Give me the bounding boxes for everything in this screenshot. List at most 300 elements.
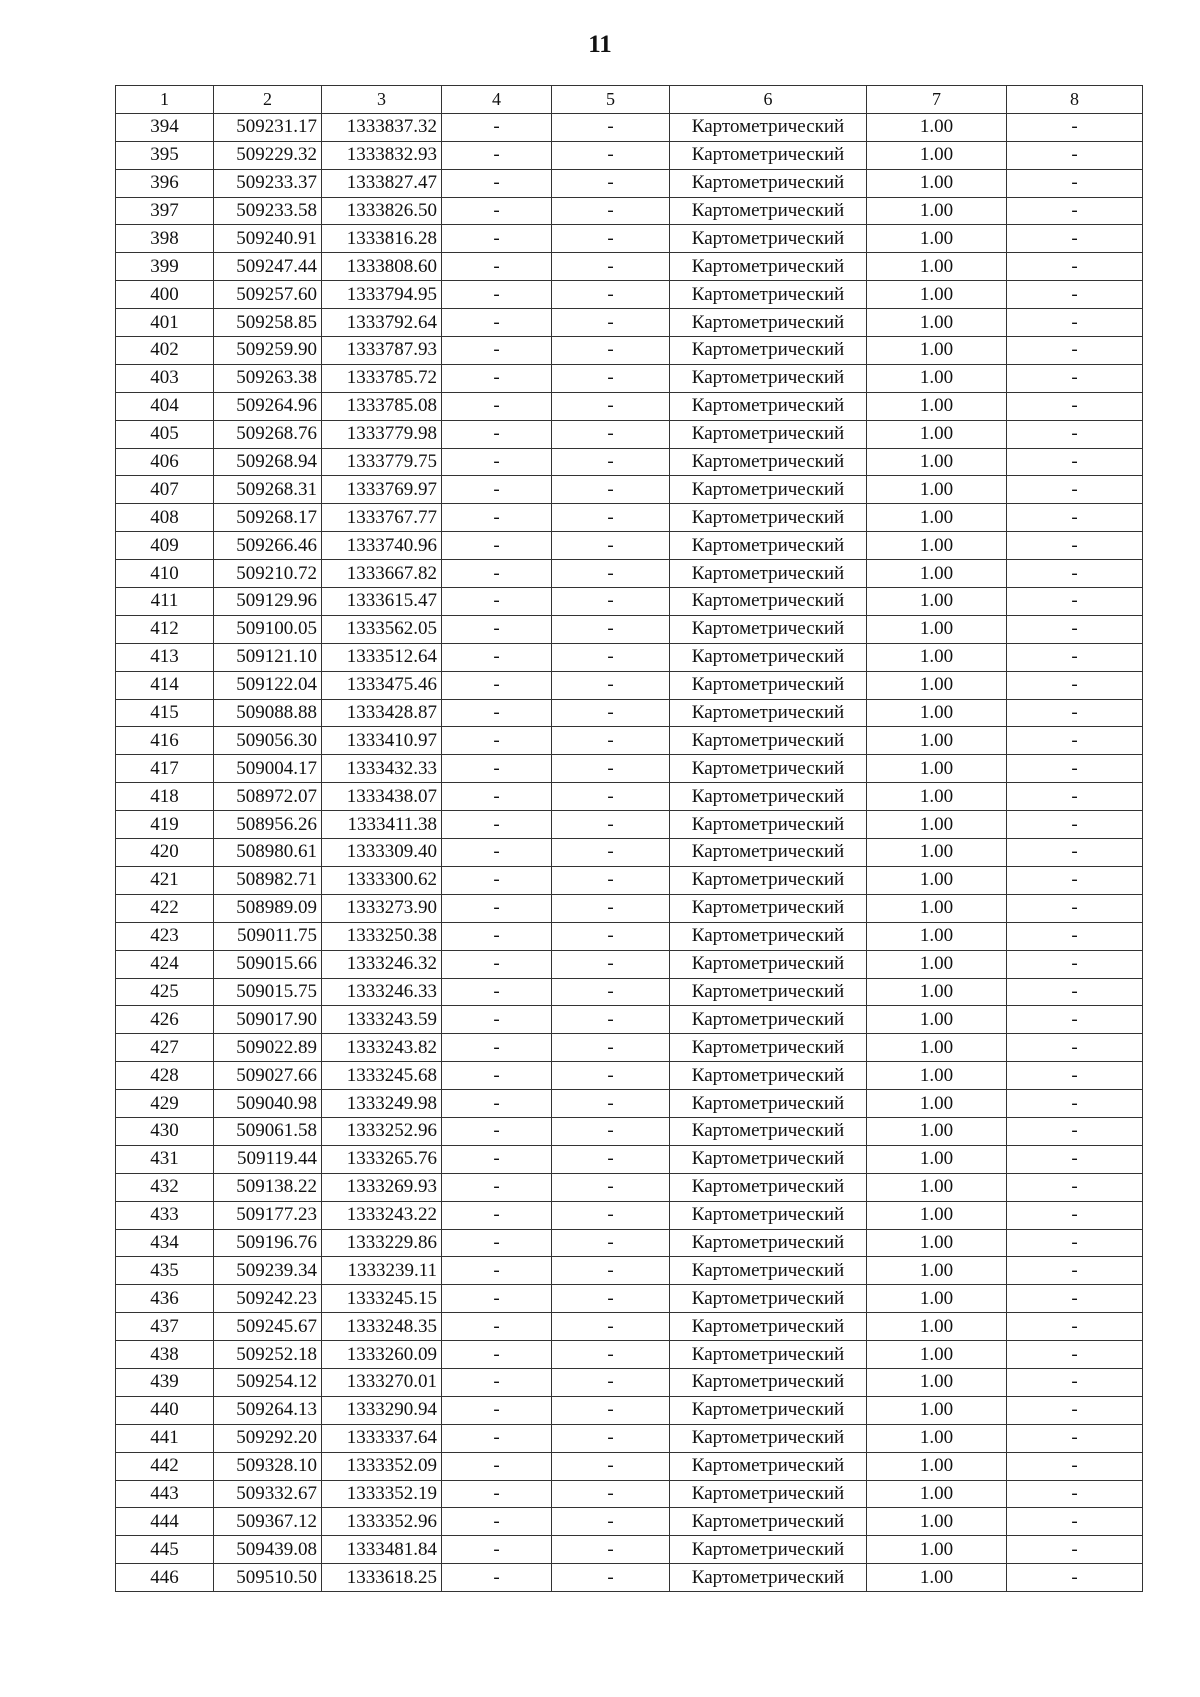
y-coordinate-cell: 1333245.68 <box>322 1062 442 1090</box>
method-cell: Картометрический <box>670 1257 867 1285</box>
column-4-cell: - <box>442 448 552 476</box>
method-cell: Картометрический <box>670 1034 867 1062</box>
column-8-cell: - <box>1007 811 1143 839</box>
column-5-cell: - <box>552 225 670 253</box>
method-cell: Картометрический <box>670 922 867 950</box>
y-coordinate-cell: 1333779.75 <box>322 448 442 476</box>
accuracy-cell: 1.00 <box>867 1368 1007 1396</box>
column-4-cell: - <box>442 1257 552 1285</box>
point-number-cell: 414 <box>116 671 214 699</box>
y-coordinate-cell: 1333290.94 <box>322 1396 442 1424</box>
method-cell: Картометрический <box>670 169 867 197</box>
table-row <box>116 950 1143 978</box>
column-8-cell: - <box>1007 615 1143 643</box>
x-coordinate-cell: 509017.90 <box>214 1006 322 1034</box>
column-5-cell: - <box>552 1452 670 1480</box>
column-8-cell: - <box>1007 364 1143 392</box>
column-4-cell: - <box>442 922 552 950</box>
accuracy-cell: 1.00 <box>867 364 1007 392</box>
y-coordinate-cell: 1333352.19 <box>322 1480 442 1508</box>
accuracy-cell: 1.00 <box>867 1452 1007 1480</box>
point-number-cell: 410 <box>116 560 214 588</box>
y-coordinate-cell: 1333245.15 <box>322 1285 442 1313</box>
y-coordinate-cell: 1333816.28 <box>322 225 442 253</box>
method-cell: Картометрический <box>670 727 867 755</box>
column-header: 1 <box>116 86 214 114</box>
column-header: 4 <box>442 86 552 114</box>
x-coordinate-cell: 509210.72 <box>214 560 322 588</box>
table-row <box>116 643 1143 671</box>
column-4-cell: - <box>442 113 552 141</box>
accuracy-cell: 1.00 <box>867 225 1007 253</box>
method-cell: Картометрический <box>670 1117 867 1145</box>
point-number-cell: 397 <box>116 197 214 225</box>
table-row <box>116 839 1143 867</box>
column-8-cell: - <box>1007 560 1143 588</box>
point-number-cell: 422 <box>116 894 214 922</box>
column-4-cell: - <box>442 169 552 197</box>
x-coordinate-cell: 509129.96 <box>214 588 322 616</box>
method-cell: Картометрический <box>670 783 867 811</box>
y-coordinate-cell: 1333243.22 <box>322 1201 442 1229</box>
column-8-cell: - <box>1007 392 1143 420</box>
x-coordinate-cell: 509231.17 <box>214 113 322 141</box>
x-coordinate-cell: 509332.67 <box>214 1480 322 1508</box>
method-cell: Картометрический <box>670 1062 867 1090</box>
column-5-cell: - <box>552 1117 670 1145</box>
table-row <box>116 141 1143 169</box>
column-5-cell: - <box>552 643 670 671</box>
point-number-cell: 424 <box>116 950 214 978</box>
y-coordinate-cell: 1333792.64 <box>322 309 442 337</box>
x-coordinate-cell: 509254.12 <box>214 1368 322 1396</box>
column-4-cell: - <box>442 643 552 671</box>
point-number-cell: 408 <box>116 504 214 532</box>
x-coordinate-cell: 509258.85 <box>214 309 322 337</box>
column-4-cell: - <box>442 476 552 504</box>
column-4-cell: - <box>442 560 552 588</box>
method-cell: Картометрический <box>670 197 867 225</box>
method-cell: Картометрический <box>670 1173 867 1201</box>
column-8-cell: - <box>1007 866 1143 894</box>
column-5-cell: - <box>552 1480 670 1508</box>
table-row <box>116 1090 1143 1118</box>
method-cell: Картометрический <box>670 337 867 365</box>
column-8-cell: - <box>1007 588 1143 616</box>
column-8-cell: - <box>1007 1257 1143 1285</box>
column-4-cell: - <box>442 1396 552 1424</box>
column-4-cell: - <box>442 615 552 643</box>
accuracy-cell: 1.00 <box>867 1396 1007 1424</box>
column-5-cell: - <box>552 1145 670 1173</box>
column-4-cell: - <box>442 1424 552 1452</box>
method-cell: Картометрический <box>670 1508 867 1536</box>
y-coordinate-cell: 1333246.32 <box>322 950 442 978</box>
column-4-cell: - <box>442 727 552 755</box>
accuracy-cell: 1.00 <box>867 504 1007 532</box>
column-4-cell: - <box>442 1090 552 1118</box>
column-5-cell: - <box>552 1257 670 1285</box>
y-coordinate-cell: 1333309.40 <box>322 839 442 867</box>
point-number-cell: 430 <box>116 1117 214 1145</box>
x-coordinate-cell: 508989.09 <box>214 894 322 922</box>
x-coordinate-cell: 509242.23 <box>214 1285 322 1313</box>
point-number-cell: 423 <box>116 922 214 950</box>
y-coordinate-cell: 1333740.96 <box>322 532 442 560</box>
point-number-cell: 428 <box>116 1062 214 1090</box>
column-4-cell: - <box>442 588 552 616</box>
point-number-cell: 438 <box>116 1341 214 1369</box>
x-coordinate-cell: 509239.34 <box>214 1257 322 1285</box>
accuracy-cell: 1.00 <box>867 1201 1007 1229</box>
method-cell: Картометрический <box>670 950 867 978</box>
x-coordinate-cell: 509439.08 <box>214 1536 322 1564</box>
column-4-cell: - <box>442 1145 552 1173</box>
point-number-cell: 406 <box>116 448 214 476</box>
point-number-cell: 429 <box>116 1090 214 1118</box>
x-coordinate-cell: 509247.44 <box>214 253 322 281</box>
table-row <box>116 1229 1143 1257</box>
point-number-cell: 441 <box>116 1424 214 1452</box>
accuracy-cell: 1.00 <box>867 894 1007 922</box>
column-8-cell: - <box>1007 1368 1143 1396</box>
accuracy-cell: 1.00 <box>867 197 1007 225</box>
accuracy-cell: 1.00 <box>867 1313 1007 1341</box>
column-8-cell: - <box>1007 141 1143 169</box>
accuracy-cell: 1.00 <box>867 922 1007 950</box>
point-number-cell: 436 <box>116 1285 214 1313</box>
coordinates-table <box>115 85 1143 1592</box>
method-cell: Картометрический <box>670 532 867 560</box>
column-4-cell: - <box>442 755 552 783</box>
point-number-cell: 421 <box>116 866 214 894</box>
column-5-cell: - <box>552 309 670 337</box>
table-row <box>116 1173 1143 1201</box>
table-row <box>116 922 1143 950</box>
point-number-cell: 400 <box>116 281 214 309</box>
method-cell: Картометрический <box>670 1480 867 1508</box>
column-8-cell: - <box>1007 1201 1143 1229</box>
method-cell: Картометрический <box>670 894 867 922</box>
y-coordinate-cell: 1333438.07 <box>322 783 442 811</box>
column-4-cell: - <box>442 1006 552 1034</box>
column-4-cell: - <box>442 532 552 560</box>
table-row <box>116 978 1143 1006</box>
table-row <box>116 588 1143 616</box>
table-row <box>116 755 1143 783</box>
column-5-cell: - <box>552 1229 670 1257</box>
table-row <box>116 1480 1143 1508</box>
point-number-cell: 407 <box>116 476 214 504</box>
x-coordinate-cell: 509196.76 <box>214 1229 322 1257</box>
y-coordinate-cell: 1333787.93 <box>322 337 442 365</box>
point-number-cell: 418 <box>116 783 214 811</box>
method-cell: Картометрический <box>670 866 867 894</box>
column-8-cell: - <box>1007 1229 1143 1257</box>
table-header-row <box>116 86 1143 114</box>
column-8-cell: - <box>1007 1341 1143 1369</box>
column-8-cell: - <box>1007 727 1143 755</box>
table-row <box>116 1201 1143 1229</box>
y-coordinate-cell: 1333432.33 <box>322 755 442 783</box>
column-4-cell: - <box>442 1034 552 1062</box>
y-coordinate-cell: 1333767.77 <box>322 504 442 532</box>
column-5-cell: - <box>552 1424 670 1452</box>
accuracy-cell: 1.00 <box>867 1257 1007 1285</box>
accuracy-cell: 1.00 <box>867 169 1007 197</box>
point-number-cell: 399 <box>116 253 214 281</box>
column-4-cell: - <box>442 699 552 727</box>
accuracy-cell: 1.00 <box>867 392 1007 420</box>
y-coordinate-cell: 1333481.84 <box>322 1536 442 1564</box>
table-row <box>116 1424 1143 1452</box>
column-5-cell: - <box>552 1508 670 1536</box>
accuracy-cell: 1.00 <box>867 1508 1007 1536</box>
x-coordinate-cell: 509119.44 <box>214 1145 322 1173</box>
column-5-cell: - <box>552 1536 670 1564</box>
point-number-cell: 446 <box>116 1564 214 1592</box>
column-5-cell: - <box>552 671 670 699</box>
column-8-cell: - <box>1007 113 1143 141</box>
column-8-cell: - <box>1007 1034 1143 1062</box>
table-row <box>116 1062 1143 1090</box>
accuracy-cell: 1.00 <box>867 420 1007 448</box>
accuracy-cell: 1.00 <box>867 1285 1007 1313</box>
column-header: 3 <box>322 86 442 114</box>
x-coordinate-cell: 509015.66 <box>214 950 322 978</box>
method-cell: Картометрический <box>670 113 867 141</box>
method-cell: Картометрический <box>670 504 867 532</box>
x-coordinate-cell: 509011.75 <box>214 922 322 950</box>
x-coordinate-cell: 509257.60 <box>214 281 322 309</box>
table-row <box>116 364 1143 392</box>
y-coordinate-cell: 1333249.98 <box>322 1090 442 1118</box>
y-coordinate-cell: 1333428.87 <box>322 699 442 727</box>
x-coordinate-cell: 509292.20 <box>214 1424 322 1452</box>
accuracy-cell: 1.00 <box>867 588 1007 616</box>
column-8-cell: - <box>1007 420 1143 448</box>
column-header: 8 <box>1007 86 1143 114</box>
column-5-cell: - <box>552 1062 670 1090</box>
x-coordinate-cell: 509015.75 <box>214 978 322 1006</box>
point-number-cell: 409 <box>116 532 214 560</box>
column-4-cell: - <box>442 811 552 839</box>
page-number: 11 <box>588 31 612 58</box>
y-coordinate-cell: 1333826.50 <box>322 197 442 225</box>
x-coordinate-cell: 509177.23 <box>214 1201 322 1229</box>
x-coordinate-cell: 509100.05 <box>214 615 322 643</box>
x-coordinate-cell: 509259.90 <box>214 337 322 365</box>
method-cell: Картометрический <box>670 392 867 420</box>
method-cell: Картометрический <box>670 1396 867 1424</box>
accuracy-cell: 1.00 <box>867 783 1007 811</box>
column-4-cell: - <box>442 1508 552 1536</box>
column-4-cell: - <box>442 1229 552 1257</box>
table-row <box>116 1341 1143 1369</box>
method-cell: Картометрический <box>670 1313 867 1341</box>
column-8-cell: - <box>1007 922 1143 950</box>
column-4-cell: - <box>442 950 552 978</box>
accuracy-cell: 1.00 <box>867 476 1007 504</box>
point-number-cell: 431 <box>116 1145 214 1173</box>
column-8-cell: - <box>1007 894 1143 922</box>
y-coordinate-cell: 1333832.93 <box>322 141 442 169</box>
column-5-cell: - <box>552 755 670 783</box>
column-4-cell: - <box>442 1564 552 1592</box>
column-5-cell: - <box>552 1285 670 1313</box>
accuracy-cell: 1.00 <box>867 866 1007 894</box>
method-cell: Картометрический <box>670 420 867 448</box>
table-row <box>116 1536 1143 1564</box>
method-cell: Картометрический <box>670 643 867 671</box>
column-5-cell: - <box>552 811 670 839</box>
column-5-cell: - <box>552 504 670 532</box>
x-coordinate-cell: 509061.58 <box>214 1117 322 1145</box>
column-8-cell: - <box>1007 671 1143 699</box>
accuracy-cell: 1.00 <box>867 448 1007 476</box>
column-header: 2 <box>214 86 322 114</box>
y-coordinate-cell: 1333827.47 <box>322 169 442 197</box>
point-number-cell: 427 <box>116 1034 214 1062</box>
table-row <box>116 811 1143 839</box>
method-cell: Картометрический <box>670 141 867 169</box>
column-4-cell: - <box>442 420 552 448</box>
x-coordinate-cell: 509088.88 <box>214 699 322 727</box>
table-row <box>116 1452 1143 1480</box>
point-number-cell: 394 <box>116 113 214 141</box>
y-coordinate-cell: 1333248.35 <box>322 1313 442 1341</box>
method-cell: Картометрический <box>670 1536 867 1564</box>
column-5-cell: - <box>552 894 670 922</box>
table-row <box>116 615 1143 643</box>
point-number-cell: 434 <box>116 1229 214 1257</box>
y-coordinate-cell: 1333239.11 <box>322 1257 442 1285</box>
column-5-cell: - <box>552 448 670 476</box>
x-coordinate-cell: 509240.91 <box>214 225 322 253</box>
column-header: 6 <box>670 86 867 114</box>
y-coordinate-cell: 1333808.60 <box>322 253 442 281</box>
x-coordinate-cell: 509245.67 <box>214 1313 322 1341</box>
point-number-cell: 443 <box>116 1480 214 1508</box>
table-row <box>116 197 1143 225</box>
y-coordinate-cell: 1333269.93 <box>322 1173 442 1201</box>
column-8-cell: - <box>1007 1313 1143 1341</box>
point-number-cell: 435 <box>116 1257 214 1285</box>
table-row <box>116 476 1143 504</box>
x-coordinate-cell: 509004.17 <box>214 755 322 783</box>
table-row <box>116 1006 1143 1034</box>
column-5-cell: - <box>552 281 670 309</box>
table-row <box>116 560 1143 588</box>
table-row <box>116 1564 1143 1592</box>
column-5-cell: - <box>552 783 670 811</box>
table-row <box>116 253 1143 281</box>
column-8-cell: - <box>1007 1396 1143 1424</box>
point-number-cell: 417 <box>116 755 214 783</box>
column-8-cell: - <box>1007 1062 1143 1090</box>
table-row <box>116 420 1143 448</box>
column-8-cell: - <box>1007 783 1143 811</box>
column-4-cell: - <box>442 1201 552 1229</box>
column-4-cell: - <box>442 1480 552 1508</box>
x-coordinate-cell: 509022.89 <box>214 1034 322 1062</box>
point-number-cell: 404 <box>116 392 214 420</box>
method-cell: Картометрический <box>670 253 867 281</box>
table-row <box>116 392 1143 420</box>
column-4-cell: - <box>442 281 552 309</box>
table-row <box>116 671 1143 699</box>
column-5-cell: - <box>552 253 670 281</box>
accuracy-cell: 1.00 <box>867 1564 1007 1592</box>
method-cell: Картометрический <box>670 560 867 588</box>
column-8-cell: - <box>1007 337 1143 365</box>
column-4-cell: - <box>442 783 552 811</box>
y-coordinate-cell: 1333250.38 <box>322 922 442 950</box>
method-cell: Картометрический <box>670 811 867 839</box>
column-4-cell: - <box>442 141 552 169</box>
method-cell: Картометрический <box>670 755 867 783</box>
accuracy-cell: 1.00 <box>867 1424 1007 1452</box>
table-row <box>116 309 1143 337</box>
point-number-cell: 396 <box>116 169 214 197</box>
x-coordinate-cell: 509056.30 <box>214 727 322 755</box>
x-coordinate-cell: 509229.32 <box>214 141 322 169</box>
table-row <box>116 1034 1143 1062</box>
x-coordinate-cell: 509268.31 <box>214 476 322 504</box>
column-5-cell: - <box>552 1034 670 1062</box>
table-row <box>116 504 1143 532</box>
table-row <box>116 1396 1143 1424</box>
column-8-cell: - <box>1007 1117 1143 1145</box>
column-8-cell: - <box>1007 1564 1143 1592</box>
column-8-cell: - <box>1007 1480 1143 1508</box>
method-cell: Картометрический <box>670 1564 867 1592</box>
y-coordinate-cell: 1333260.09 <box>322 1341 442 1369</box>
accuracy-cell: 1.00 <box>867 113 1007 141</box>
accuracy-cell: 1.00 <box>867 1062 1007 1090</box>
column-8-cell: - <box>1007 643 1143 671</box>
point-number-cell: 445 <box>116 1536 214 1564</box>
column-8-cell: - <box>1007 532 1143 560</box>
x-coordinate-cell: 509268.94 <box>214 448 322 476</box>
method-cell: Картометрический <box>670 1341 867 1369</box>
column-5-cell: - <box>552 197 670 225</box>
y-coordinate-cell: 1333265.76 <box>322 1145 442 1173</box>
column-8-cell: - <box>1007 978 1143 1006</box>
method-cell: Картометрический <box>670 309 867 337</box>
accuracy-cell: 1.00 <box>867 532 1007 560</box>
y-coordinate-cell: 1333337.64 <box>322 1424 442 1452</box>
y-coordinate-cell: 1333300.62 <box>322 866 442 894</box>
point-number-cell: 425 <box>116 978 214 1006</box>
point-number-cell: 440 <box>116 1396 214 1424</box>
column-5-cell: - <box>552 1341 670 1369</box>
y-coordinate-cell: 1333246.33 <box>322 978 442 1006</box>
column-4-cell: - <box>442 1341 552 1369</box>
y-coordinate-cell: 1333794.95 <box>322 281 442 309</box>
method-cell: Картометрический <box>670 978 867 1006</box>
column-4-cell: - <box>442 364 552 392</box>
accuracy-cell: 1.00 <box>867 978 1007 1006</box>
column-4-cell: - <box>442 253 552 281</box>
table-row <box>116 699 1143 727</box>
accuracy-cell: 1.00 <box>867 141 1007 169</box>
method-cell: Картометрический <box>670 839 867 867</box>
table-row <box>116 1145 1143 1173</box>
method-cell: Картометрический <box>670 1229 867 1257</box>
accuracy-cell: 1.00 <box>867 615 1007 643</box>
y-coordinate-cell: 1333512.64 <box>322 643 442 671</box>
